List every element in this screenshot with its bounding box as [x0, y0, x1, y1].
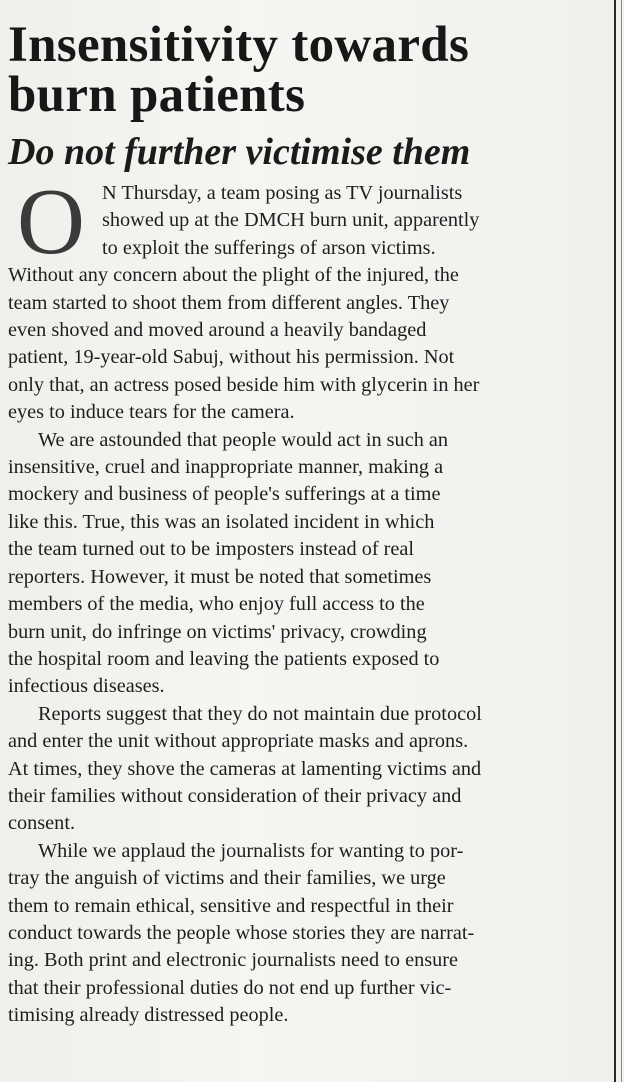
editorial-article	[8, 0, 612, 1030]
dropcap-block	[8, 170, 612, 274]
paragraph-3	[8, 701, 612, 838]
text-line: consent.	[8, 812, 76, 835]
text-line: eyes to induce tears for the camera.	[8, 401, 295, 424]
text-line: At times, they shove the cameras at lamenting victims and	[8, 757, 482, 780]
text-line: While we applaud the journalists for wanting to por-	[38, 839, 464, 862]
text-line: Without any concern about the plight of the injured, the	[8, 264, 459, 287]
article-body	[8, 170, 612, 1030]
column-rule	[614, 0, 616, 1082]
text-line: only that, an actress posed beside him with glycerin in her	[8, 373, 480, 396]
text-line: Reports suggest that they do not maintain due protocol	[38, 702, 482, 725]
text-line: infectious diseases.	[8, 675, 165, 698]
text-line: their families without consideration of their privacy and	[8, 784, 462, 807]
text-line: tray the anguish of victims and their families, we urge	[8, 867, 446, 890]
text-line: N Thursday, a team posing as TV journalists	[102, 182, 463, 204]
paragraph-1	[8, 262, 612, 426]
text-line: showed up at the DMCH burn unit, apparently	[102, 209, 480, 232]
subheadline: Do not further victimise them	[8, 131, 471, 173]
text-line: timising already distressed people.	[8, 1004, 289, 1027]
dropcap-letter: O	[17, 170, 85, 274]
text-line: We are astounded that people would act in such an	[38, 428, 449, 451]
text-line: reporters. However, it must be noted that sometimes	[8, 565, 432, 588]
text-line: team started to shoot them from different angles. They	[8, 291, 450, 314]
text-line: ing. Both print and electronic journalists need to ensure	[8, 949, 459, 972]
headline	[8, 17, 612, 123]
headline-line-1: Insensitivity towards	[8, 17, 470, 73]
text-line: that their professional duties do not end up further vic-	[8, 976, 452, 999]
text-line: and enter the unit without appropriate masks and aprons.	[8, 730, 469, 753]
text-line: the team turned out to be imposters instead of real	[8, 538, 415, 561]
text-line: the hospital room and leaving the patients exposed to	[8, 647, 440, 670]
text-line: burn unit, do infringe on victims' privacy, crowding	[8, 620, 427, 643]
text-line: members of the media, who enjoy full access to the	[8, 593, 425, 616]
headline-line-2: burn patients	[8, 67, 306, 123]
paragraph-4	[8, 838, 612, 1030]
text-line: mockery and business of people's sufferings at a time	[8, 483, 441, 506]
text-line: conduct towards the people whose stories they are narrat-	[8, 921, 475, 944]
text-line: even shoved and moved around a heavily bandaged	[8, 319, 427, 342]
column-edge	[621, 0, 622, 1082]
text-line: patient, 19-year-old Sabuj, without his permission. Not	[8, 346, 455, 369]
text-line: them to remain ethical, sensitive and respectful in their	[8, 894, 454, 917]
paragraph-2	[8, 427, 612, 701]
text-line: insensitive, cruel and inappropriate manner, making a	[8, 456, 444, 479]
dropcap-text	[102, 180, 612, 262]
text-line: like this. True, this was an isolated incident in which	[8, 510, 435, 533]
text-line: to exploit the sufferings of arson victims.	[102, 236, 436, 259]
